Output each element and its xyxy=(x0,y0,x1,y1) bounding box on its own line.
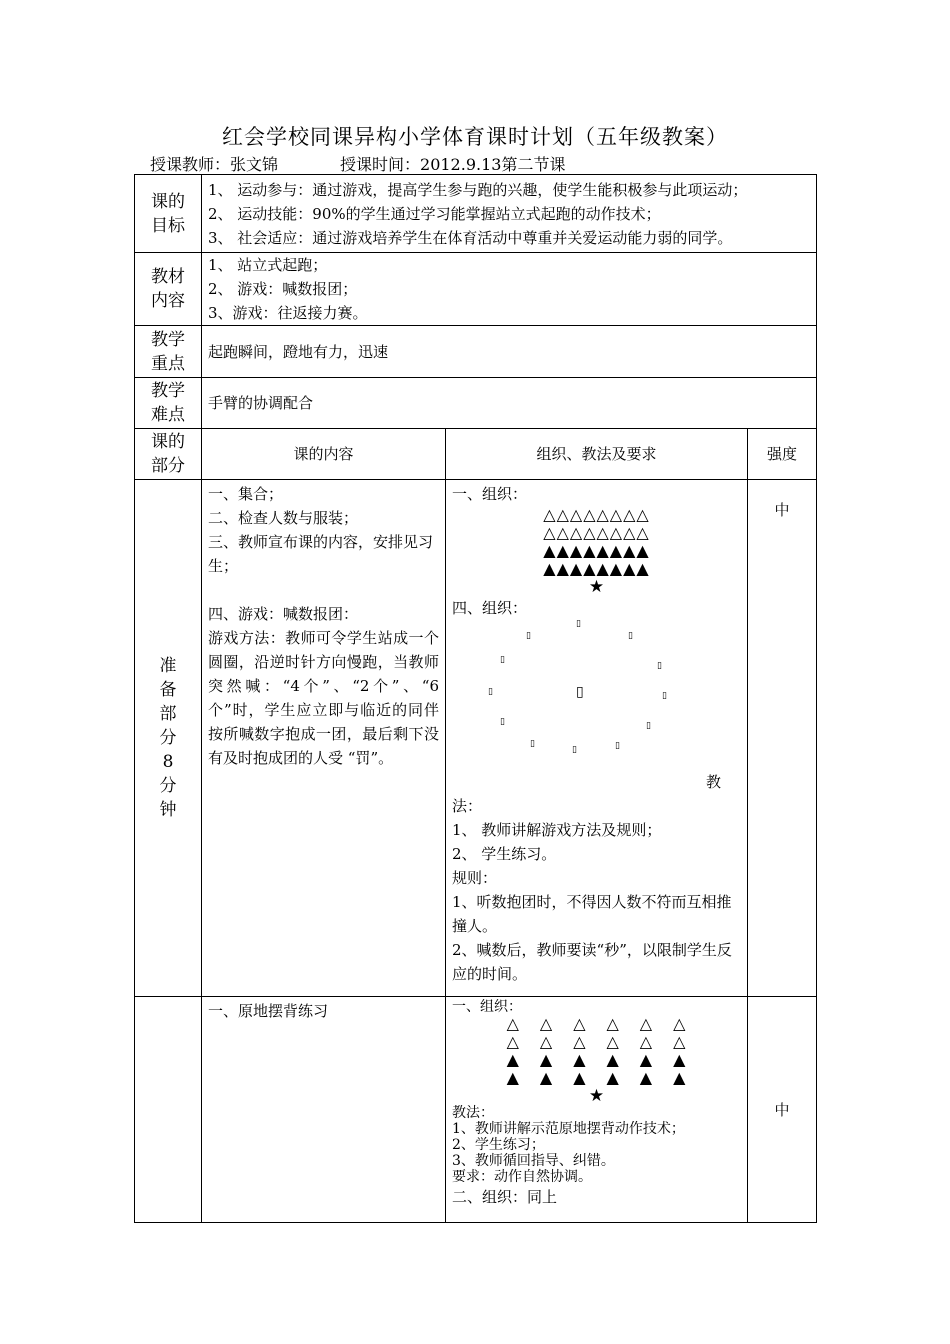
method-head: 组织、教法及要求 xyxy=(446,429,748,480)
basic-part xyxy=(135,997,202,1223)
student-marker: ▯ xyxy=(530,739,535,749)
goal-head: 课的目标 xyxy=(135,175,202,253)
basic-intensity: 中 xyxy=(748,997,817,1223)
student-marker: ▯ xyxy=(526,631,531,641)
student-marker: ▯ xyxy=(572,745,577,755)
material-3: 3、游戏：往返接力赛。 xyxy=(208,304,368,322)
basic-row xyxy=(135,997,817,1223)
material-head: 教材内容 xyxy=(135,253,202,326)
formation-solid-row: ▲▲▲▲▲▲ xyxy=(506,1068,707,1087)
key-row xyxy=(135,326,817,378)
page-title: 红会学校同课异构小学体育课时计划（五年级教案） xyxy=(222,125,728,149)
student-marker: ▯ xyxy=(615,741,620,751)
teacher-star-icon: ★ xyxy=(588,577,605,597)
formation-solid-row: ▲▲▲▲▲▲▲▲ xyxy=(543,559,650,578)
teacher-star-icon: ★ xyxy=(588,1086,605,1106)
goal-2: 2、 运动技能：90%的学生通过学习能掌握站立式起跑的动作技术； xyxy=(208,204,661,223)
difficult-row xyxy=(135,378,817,429)
basic-method: 一、组织： △△△△△△ △△△△△△ ▲▲▲▲▲▲ ▲▲▲▲▲▲ ★ 教法： 1、教师讲解示范原地摆背动作技术； 2、学生练习； 3、教师循回指导、纠错。 要求：动作自然协调。 二、组织：同上 xyxy=(446,997,748,1223)
lesson-meta xyxy=(150,152,565,175)
goal-1: 1、 运动参与：通过游戏，提高学生参与跑的兴趣，使学生能积极参与此项运动； xyxy=(208,180,748,199)
student-marker: ▯ xyxy=(657,661,662,671)
formation-hollow-row: △△△△△△△△ xyxy=(543,523,650,542)
goal-row xyxy=(135,175,817,253)
material-row xyxy=(135,253,817,326)
teacher-marker: ▯ xyxy=(576,684,584,700)
prep-content: 一、集合； 二、检查人数与服装； 三、教师宣布课的内容，安排见习生； 四、游戏：喊数报团： 游戏方法：教师可令学生站成一个圆圈，沿逆时针方向慢跑，当教师突然喊：“4个”、“2个”、“6个”时，学生应立即与临近的同伴按所喊数字抱成一团，最后剩下没有及时抱成团的人受 “罚”。 xyxy=(202,480,446,997)
part-head: 课的部分 xyxy=(135,429,202,480)
goal-3: 3、 社会适应：通过游戏培养学生在体育活动中尊重并关爱运动能力弱的同学。 xyxy=(208,228,733,247)
teacher-label: 授课教师：张文锦 xyxy=(150,155,279,174)
student-marker: ▯ xyxy=(646,721,651,731)
goal-cell xyxy=(202,175,817,253)
formation-hollow-row: △△△△△△△△ xyxy=(543,505,650,524)
difficult-cell: 手臂的协调配合 xyxy=(202,378,817,429)
student-marker: ▯ xyxy=(488,687,493,697)
material-1: 1、 站立式起跑； xyxy=(208,256,328,274)
student-marker: ▯ xyxy=(628,631,633,641)
key-cell: 起跑瞬间，蹬地有力，迅速 xyxy=(202,326,817,378)
formation-hollow-row: △△△△△△ xyxy=(506,1032,707,1051)
circle-formation xyxy=(452,620,741,770)
content-head: 课的内容 xyxy=(202,429,446,480)
student-marker: ▯ xyxy=(662,691,667,701)
prep-row xyxy=(135,480,817,997)
formation-solid-row: ▲▲▲▲▲▲ xyxy=(506,1050,707,1069)
intensity-head: 强度 xyxy=(748,429,817,480)
column-head-row xyxy=(135,429,817,480)
difficult-head: 教学难点 xyxy=(135,378,202,429)
student-marker: ▯ xyxy=(500,717,505,727)
key-head: 教学重点 xyxy=(135,326,202,378)
basic-content: 一、原地摆背练习 xyxy=(202,997,446,1223)
formation-hollow-row: △△△△△△ xyxy=(506,1014,707,1033)
material-2: 2、 游戏：喊数报团； xyxy=(208,280,358,298)
prep-method: 一、组织： △△△△△△△△ △△△△△△△△ ▲▲▲▲▲▲▲▲ ▲▲▲▲▲▲▲▲ ★ 四、组织： ▯ ▯ ▯ ▯ ▯ ▯ ▯ ▯ ▯ ▯ ▯ ▯ ▯ 教 法： 1、 教师讲解游戏方法及规则； 2、 学生练习。 规则： 1、听数抱团时，不得因人数不符而互相推撞人。 2、喊数后，教师要读“秒”，以限制学生反应的时间。 xyxy=(446,480,748,997)
lesson-plan-table xyxy=(134,174,817,1223)
prep-intensity: 中 xyxy=(748,480,817,997)
formation-solid-row: ▲▲▲▲▲▲▲▲ xyxy=(543,541,650,560)
student-marker: ▯ xyxy=(576,619,581,629)
time-label: 授课时间：2012.9.13第二节课 xyxy=(340,155,566,174)
student-marker: ▯ xyxy=(500,655,505,665)
material-cell xyxy=(202,253,817,326)
prep-part: 准 备 部 分 8 分 钟 xyxy=(135,480,202,997)
